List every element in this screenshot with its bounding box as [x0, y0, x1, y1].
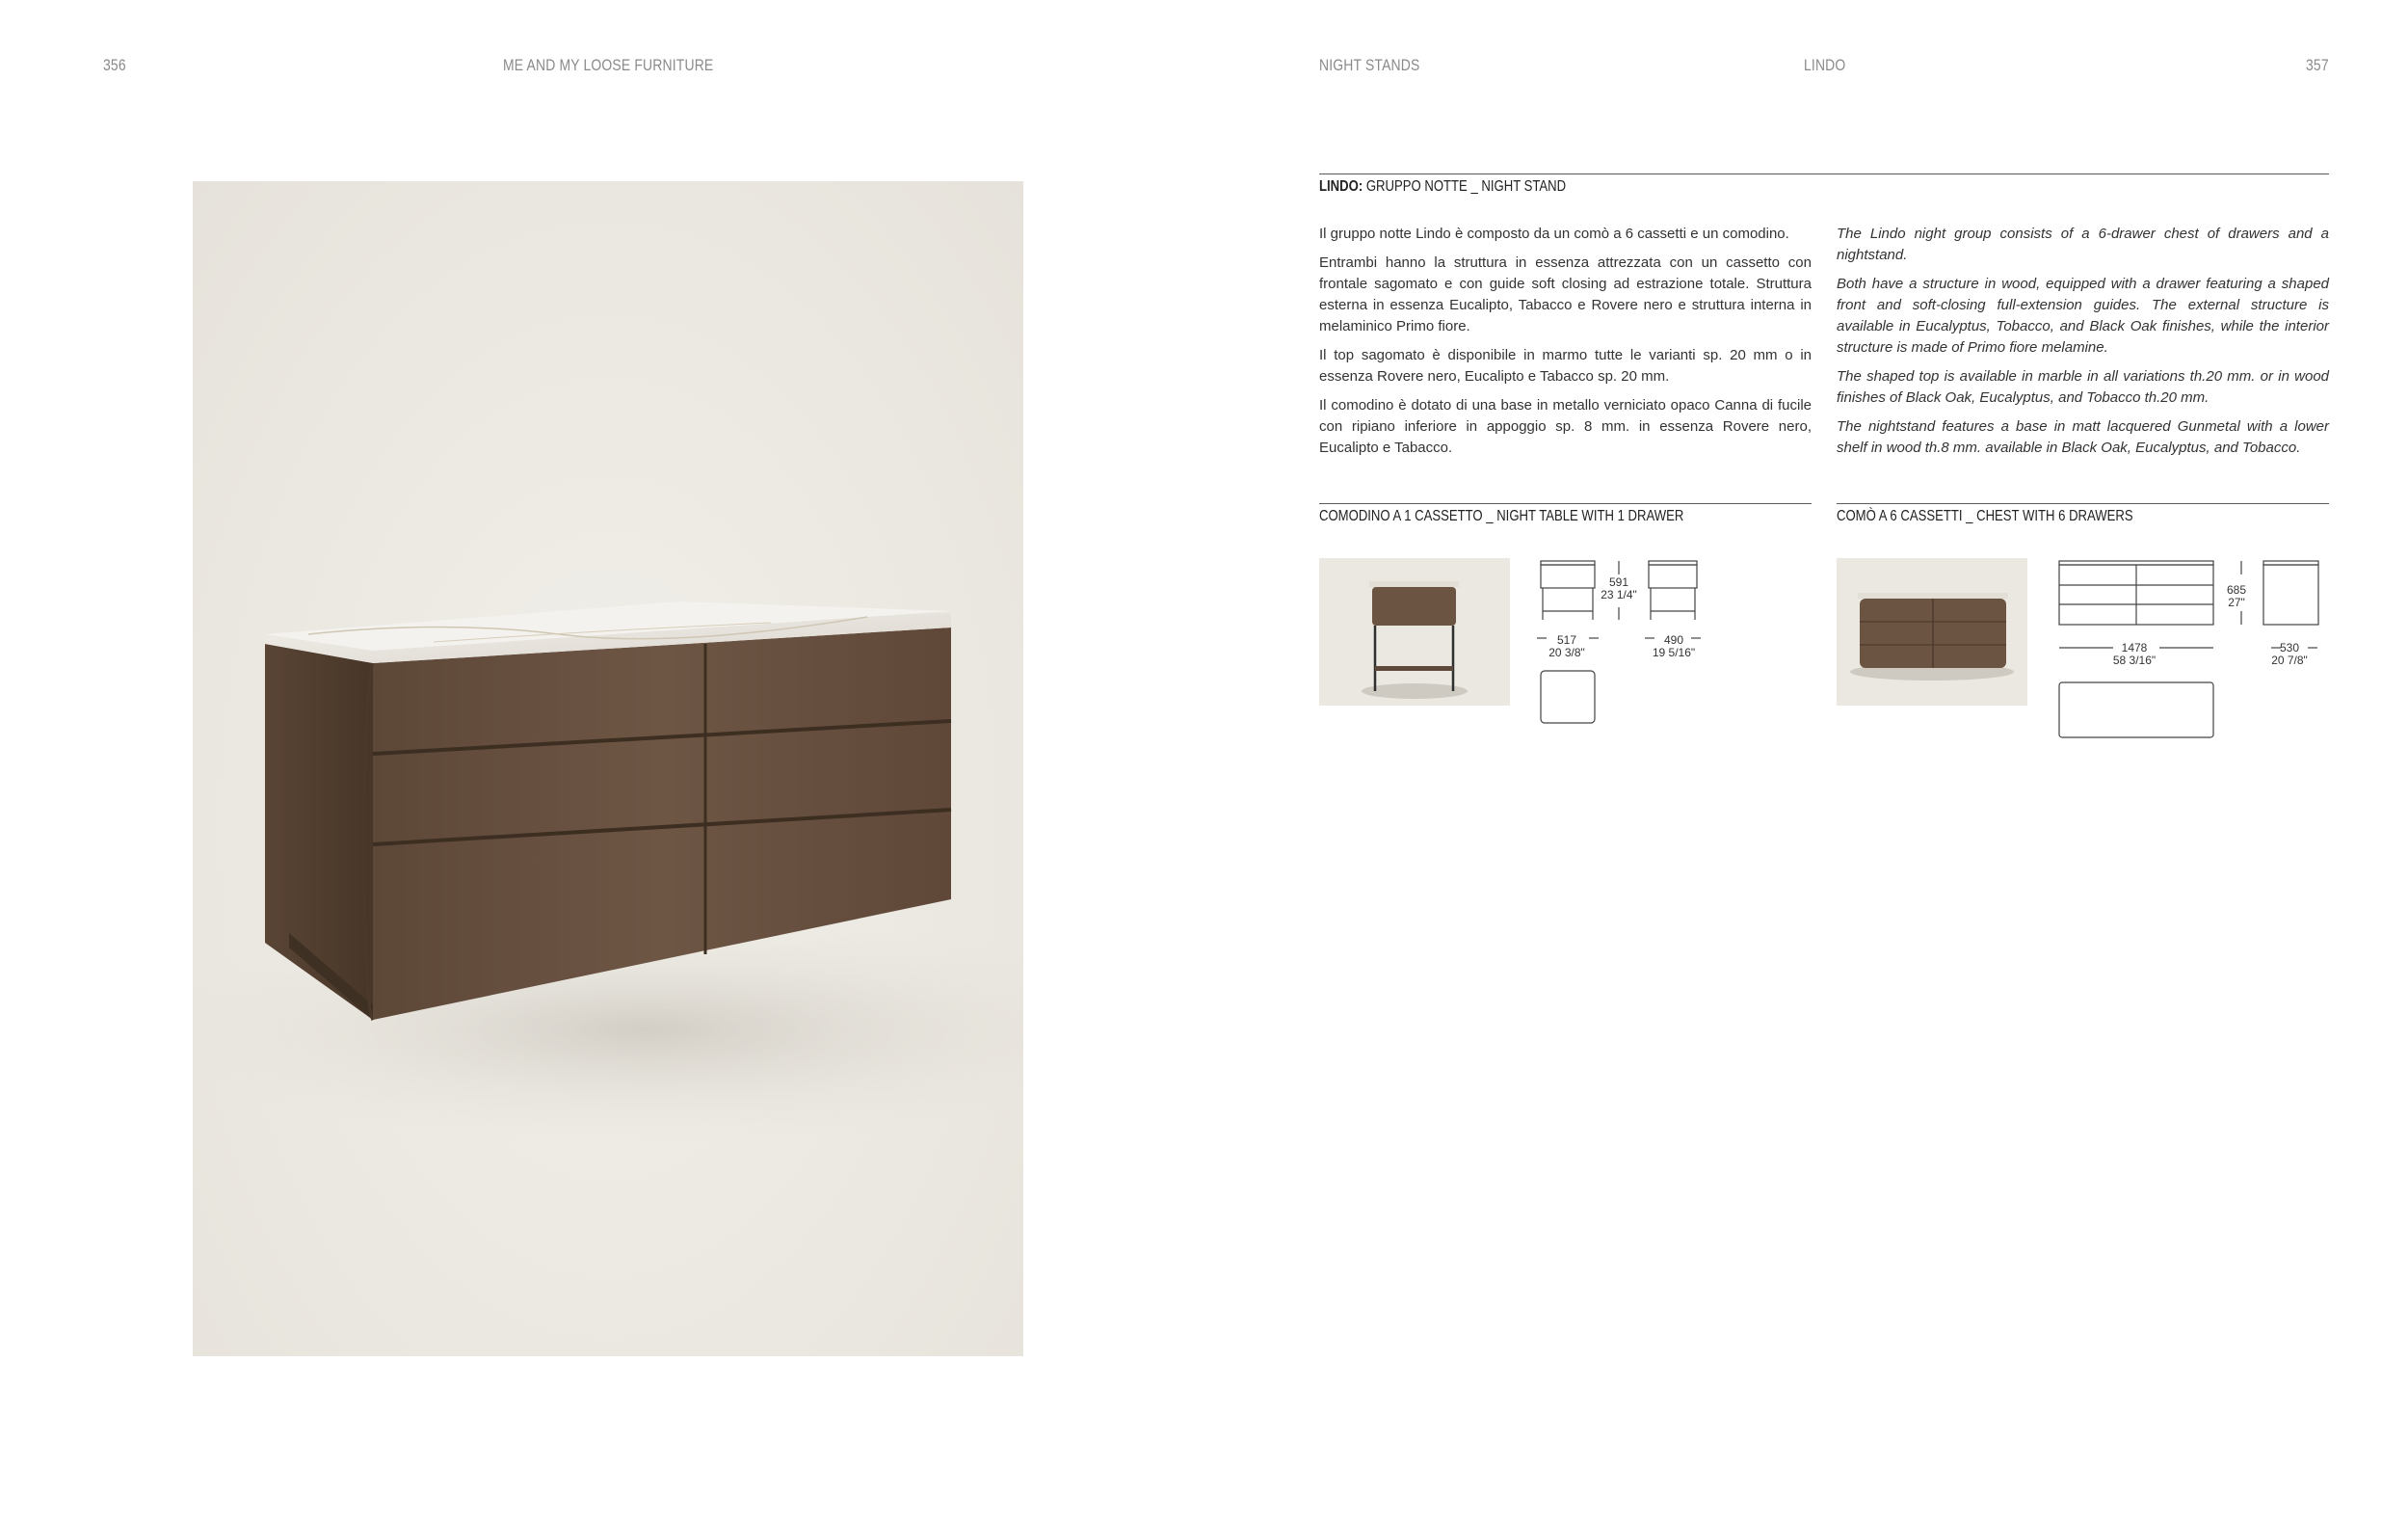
- english-description: [1837, 224, 2329, 467]
- italian-description: [1319, 224, 1812, 467]
- chest-of-drawers-photo: [193, 181, 1023, 1356]
- chest-height-dimension: 685 27": [2226, 583, 2247, 609]
- chest-depth-dimension: 530 20 7/8": [2271, 641, 2308, 667]
- italian-paragraph: Entrambi hanno la struttura in essenza attrezzata con un cassetto con frontale sagomato e con guide soft closing ad estrazione totale. Struttura esterna in essenza Eucalipto, Tabacco e Rovere nero e struttura interna in melaminico Primo fiore.: [1319, 254, 1812, 334]
- chest-thumbnail: [1837, 558, 2027, 706]
- category-header: NIGHT STANDS: [1319, 56, 1420, 74]
- italian-paragraph: Il top sagomato è disponibile in marmo tutte le varianti sp. 20 mm o in essenza Rovere nero, Eucalipto e Tabacco sp. 20 mm.: [1319, 347, 1812, 385]
- italian-paragraph: Il comodino è dotato di una base in metallo verniciato opaco Canna di fucile con ripiano inferiore in appoggio sp. 8 mm. in essenza Rovere nero, Eucalipto e Tabacco.: [1319, 397, 1812, 456]
- left-page-number: 356: [103, 56, 126, 74]
- night-table-height-dimension: 591 23 1/4": [1601, 575, 1637, 601]
- left-running-title: ME AND MY LOOSE FURNITURE: [503, 56, 714, 74]
- night-table-title: COMODINO A 1 CASSETTO _ NIGHT TABLE WITH 1 DRAWER: [1319, 508, 1684, 524]
- night-table-depth-dimension: 490 19 5/16": [1652, 633, 1696, 659]
- section-title: LINDO: GRUPPO NOTTE _ NIGHT STAND: [1319, 178, 1567, 195]
- right-page-number: 357: [2306, 56, 2329, 74]
- night-table-thumbnail: [1319, 558, 1510, 706]
- english-paragraph: The shaped top is available in marble in all variations th.20 mm. or in wood finishes of Black Oak, Eucalyptus, and Tobacco th.20 mm.: [1837, 368, 2329, 406]
- english-paragraph: Both have a structure in wood, equipped with a drawer featuring a shaped front and soft-closing full-extension guides. The external structure is available in Eucalyptus, Tobacco, and Black Oak finishes, while the interior structure is made of Primo fiore melamine.: [1837, 276, 2329, 356]
- italian-paragraph: Il gruppo notte Lindo è composto da un comò a 6 cassetti e un comodino.: [1319, 226, 1789, 242]
- english-paragraph: The Lindo night group consists of a 6-drawer chest of drawers and a nightstand.: [1837, 226, 2329, 263]
- chest-width-dimension: 1478 58 3/16": [2112, 641, 2157, 667]
- english-paragraph: The nightstand features a base in matt lacquered Gunmetal with a lower shelf in wood th.8 mm. available in Black Oak, Eucalyptus, and Tobacco.: [1837, 418, 2329, 456]
- night-table-width-dimension: 517 20 3/8": [1548, 633, 1585, 659]
- chest-title: COMÒ A 6 CASSETTI _ CHEST WITH 6 DRAWERS: [1837, 508, 2133, 524]
- product-header: LINDO: [1804, 56, 1846, 74]
